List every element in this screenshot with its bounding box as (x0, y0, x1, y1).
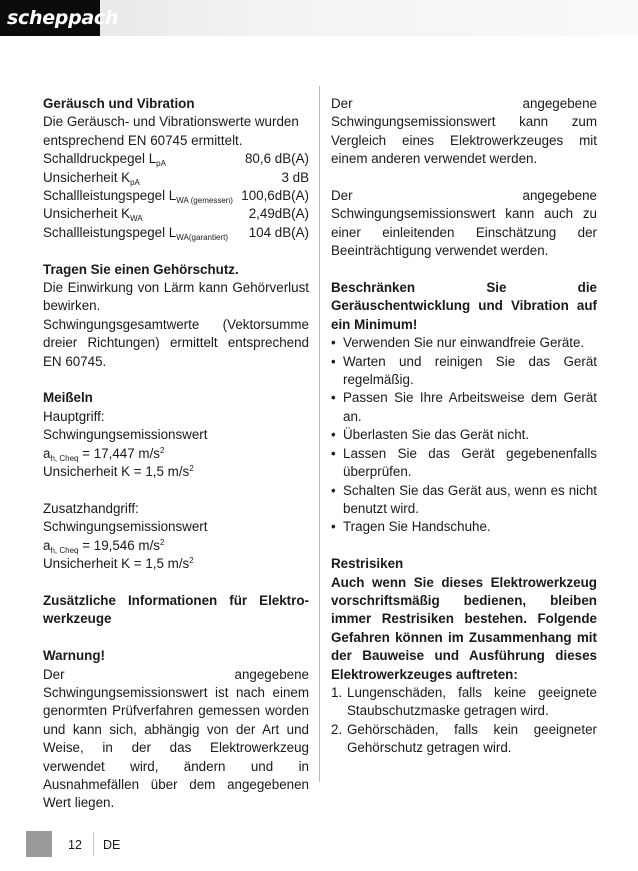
hearing-protection-heading: Tragen Sie einen Gehörschutz. (43, 261, 239, 277)
emission-label: Schwingungsemissionswert (43, 427, 208, 443)
measurement-name: Schalldruckpegel $L_{pA}$ (43, 151, 166, 169)
measurement-row (43, 187, 309, 205)
list-item: • Passen Sie Ihre Arbeitsweise dem Gerät an. (331, 389, 597, 426)
recommendation-list (331, 334, 597, 536)
emission-label: Schwingungsemissionswert (43, 519, 208, 535)
measurement-row (43, 205, 309, 223)
aux-grip-label: Zusatzhandgriff: (43, 500, 139, 516)
extra-info-heading-line: Zusätzliche Informationen für Elektro- (43, 592, 309, 608)
measurement-name: Unsicherheit $K_{WA}$ (43, 206, 143, 224)
noise-intro: Die Geräusch- und Vibrationswerte wurden entsprechend EN 60745 ermittelt. (43, 114, 299, 148)
comparison-paragraph: Der angegebene Schwingungsemissionswert kann zum Vergleich eines Elektrowerkzeuges mit einem anderen verwendet werden. (331, 96, 597, 167)
list-item: • Lassen Sie das Gerät gegebenenfalls überprüfen. (331, 445, 597, 482)
warning-text: Der angegebene Schwingungsemissionswert ist nach einem genormten Prüfverfahren gemessen worden und kann sich, abhängig von der Art und Weise, in der das Elektrowerkzeug verwendet wird, ändern und in Ausnahmefällen über dem angegebenen Wert liegen. (43, 666, 309, 811)
footer-marker (26, 831, 52, 857)
measurement-value: 3 dB (281, 169, 309, 185)
list-item: • Tragen Sie Handschuhe. (331, 518, 597, 536)
measurement-name: Unsicherheit $K_{pA}$ (43, 169, 140, 187)
main-grip-label: Hauptgriff: (43, 408, 105, 424)
hearing-protection-text: Die Einwirkung von Lärm kann Gehörverlust bewirken. (43, 280, 309, 314)
list-item: 2. Gehörschäden, falls kein geeigneter Gehörschutz getragen wird. (331, 721, 597, 756)
limit-noise-heading: Beschränken Sie die Geräuschentwicklung und Vibration auf ein Minimum! (331, 280, 597, 332)
residual-risks-heading: Restrisiken (331, 556, 404, 572)
measurement-value: 104 dB(A) (248, 224, 309, 240)
list-item: 1. Lungenschäden, falls keine geeignete Staubschutzmaske getragen wird. (331, 684, 597, 719)
right-column (331, 95, 597, 758)
uncertainty-value: Unsicherheit K = 1,5 $m/s^2$ (43, 556, 194, 572)
assessment-paragraph: Der angegebene Schwingungsemissionswert kann auch zu einer einleitenden Einschätzung der Beeinträchtigung verwendet werden. (331, 188, 597, 259)
language-code: DE (103, 838, 121, 852)
column-divider (319, 86, 320, 782)
measurement-value: 2,49dB(A) (248, 206, 309, 222)
footer-divider (93, 832, 94, 856)
list-item: • Überlasten Sie das Gerät nicht. (331, 426, 597, 444)
vibration-total-text: Schwingungsgesamtwerte (Vektorsumme dreier Richtungen) ermittelt entsprechend EN 60745. (43, 316, 309, 369)
list-item: • Warten und reinigen Sie das Gerät regelmäßig. (331, 353, 597, 390)
measurement-value: 80,6 dB(A) (244, 151, 309, 167)
warning-heading: Warnung! (43, 648, 105, 664)
emission-value: $a_{h, Cheq} = 19,546$ $m/s^2$ (43, 537, 165, 555)
measurement-list (43, 150, 309, 242)
list-item: • Verwenden Sie nur einwandfreie Geräte. (331, 334, 597, 352)
noise-heading: Geräusch und Vibration (43, 96, 195, 111)
page-number: 12 (68, 838, 82, 852)
measurement-row (43, 169, 309, 187)
uncertainty-value: Unsicherheit K = 1,5 $m/s^2$ (43, 464, 194, 480)
measurement-row (43, 224, 309, 242)
residual-risks-intro: Auch wenn Sie dieses Elektrowerkzeug vorschriftsmäßig bedienen, bleiben immer Restrisiken bestehen. Folgende Gefahren können im Zusammenhang mit der Bauweise und Ausführung dieses Elektrowerkzeuges auftreten: (331, 574, 597, 682)
left-column (43, 95, 309, 813)
measurement-row (43, 150, 309, 168)
chisel-heading: Meißeln (43, 390, 93, 406)
risk-list (331, 684, 597, 758)
list-item: • Schalten Sie das Gerät aus, wenn es nicht benutzt wird. (331, 482, 597, 519)
scheppach-logo: scheppach (0, 0, 100, 36)
emission-value: $a_{h, Cheq} = 17,447$ $m/s^2$ (43, 445, 165, 463)
measurement-name: Schallleistungspegel $L_{WA(garantiert)}$ (43, 224, 228, 242)
extra-info-heading-line: werkzeuge (43, 611, 112, 627)
measurement-name: Schallleistungspegel $L_{WA (gemessen)}$ (43, 188, 233, 206)
measurement-value: 100,6dB(A) (241, 188, 309, 204)
